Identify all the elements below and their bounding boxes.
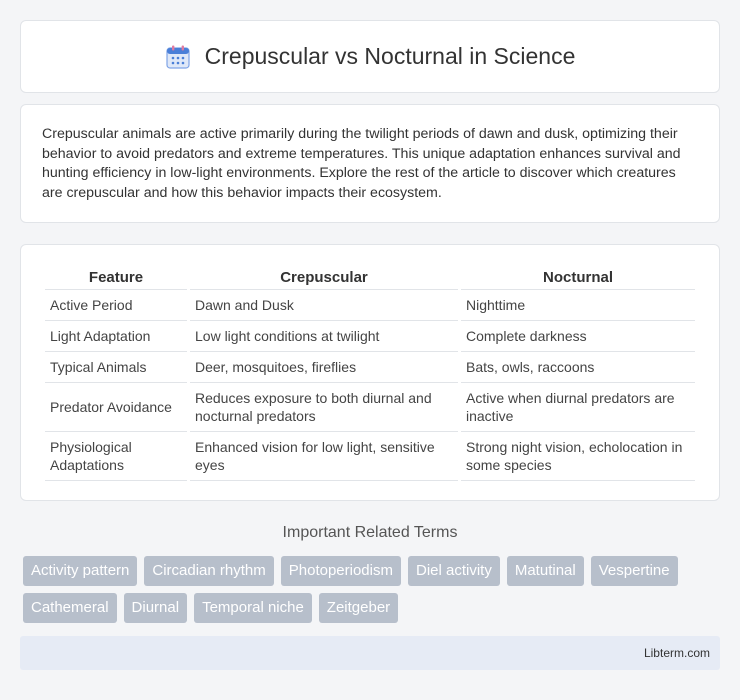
intro-text: Crepuscular animals are active primarily during the twilight periods of dawn and dusk, optimizing their behavior to avoid predators and extreme temperatures. This unique adaptation enhances survival and hunting efficiency in low-light environments. Explore the rest of the article to discover which creatures are crepuscular and how this behavior impacts their ecosystem. (42, 126, 681, 201)
related-term-tag[interactable]: Activity pattern (23, 556, 137, 586)
table-cell: Strong night vision, echolocation in some species (461, 432, 695, 481)
table-row (45, 352, 695, 383)
related-term-tag[interactable]: Cathemeral (23, 593, 117, 623)
table-row (45, 432, 695, 481)
table-header-nocturnal: Nocturnal (461, 267, 695, 290)
table-cell: Light Adaptation (45, 321, 187, 352)
table-row (45, 321, 695, 352)
related-term-tag[interactable]: Matutinal (507, 556, 584, 586)
related-terms-title: Important Related Terms (282, 524, 458, 541)
intro-card (20, 104, 720, 223)
table-cell: Complete darkness (461, 321, 695, 352)
related-terms-list (20, 556, 720, 623)
related-term-tag[interactable]: Vespertine (591, 556, 678, 586)
table-row (45, 383, 695, 432)
footer (20, 636, 720, 670)
footer-site-link[interactable]: Libterm.com (643, 646, 710, 660)
table-header-crepuscular: Crepuscular (190, 267, 458, 290)
table-cell: Nighttime (461, 290, 695, 321)
related-term-tag[interactable]: Zeitgeber (319, 593, 398, 623)
table-cell: Active when diurnal predators are inactive (461, 383, 695, 432)
comparison-table (42, 267, 698, 481)
related-term-tag[interactable]: Temporal niche (194, 593, 312, 623)
table-cell: Low light conditions at twilight (190, 321, 458, 352)
table-cell: Predator Avoidance (45, 383, 187, 432)
table-header-row (45, 267, 695, 290)
page-title: Crepuscular vs Nocturnal in Science (204, 43, 576, 69)
table-cell: Dawn and Dusk (190, 290, 458, 321)
table-header-feature: Feature (45, 267, 187, 290)
table-cell: Reduces exposure to both diurnal and nocturnal predators (190, 383, 458, 432)
related-term-tag[interactable]: Diel activity (408, 556, 500, 586)
table-cell: Active Period (45, 290, 187, 321)
table-row (45, 290, 695, 321)
table-cell: Bats, owls, raccoons (461, 352, 695, 383)
related-term-tag[interactable]: Circadian rhythm (144, 556, 273, 586)
related-term-tag[interactable]: Diurnal (124, 593, 188, 623)
table-cell: Enhanced vision for low light, sensitive eyes (190, 432, 458, 481)
table-cell: Deer, mosquitoes, fireflies (190, 352, 458, 383)
calendar-icon (165, 44, 191, 70)
comparison-table-card (20, 244, 720, 501)
table-cell: Typical Animals (45, 352, 187, 383)
related-term-tag[interactable]: Photoperiodism (281, 556, 401, 586)
table-cell: Physiological Adaptations (45, 432, 187, 481)
header-card (20, 20, 720, 93)
